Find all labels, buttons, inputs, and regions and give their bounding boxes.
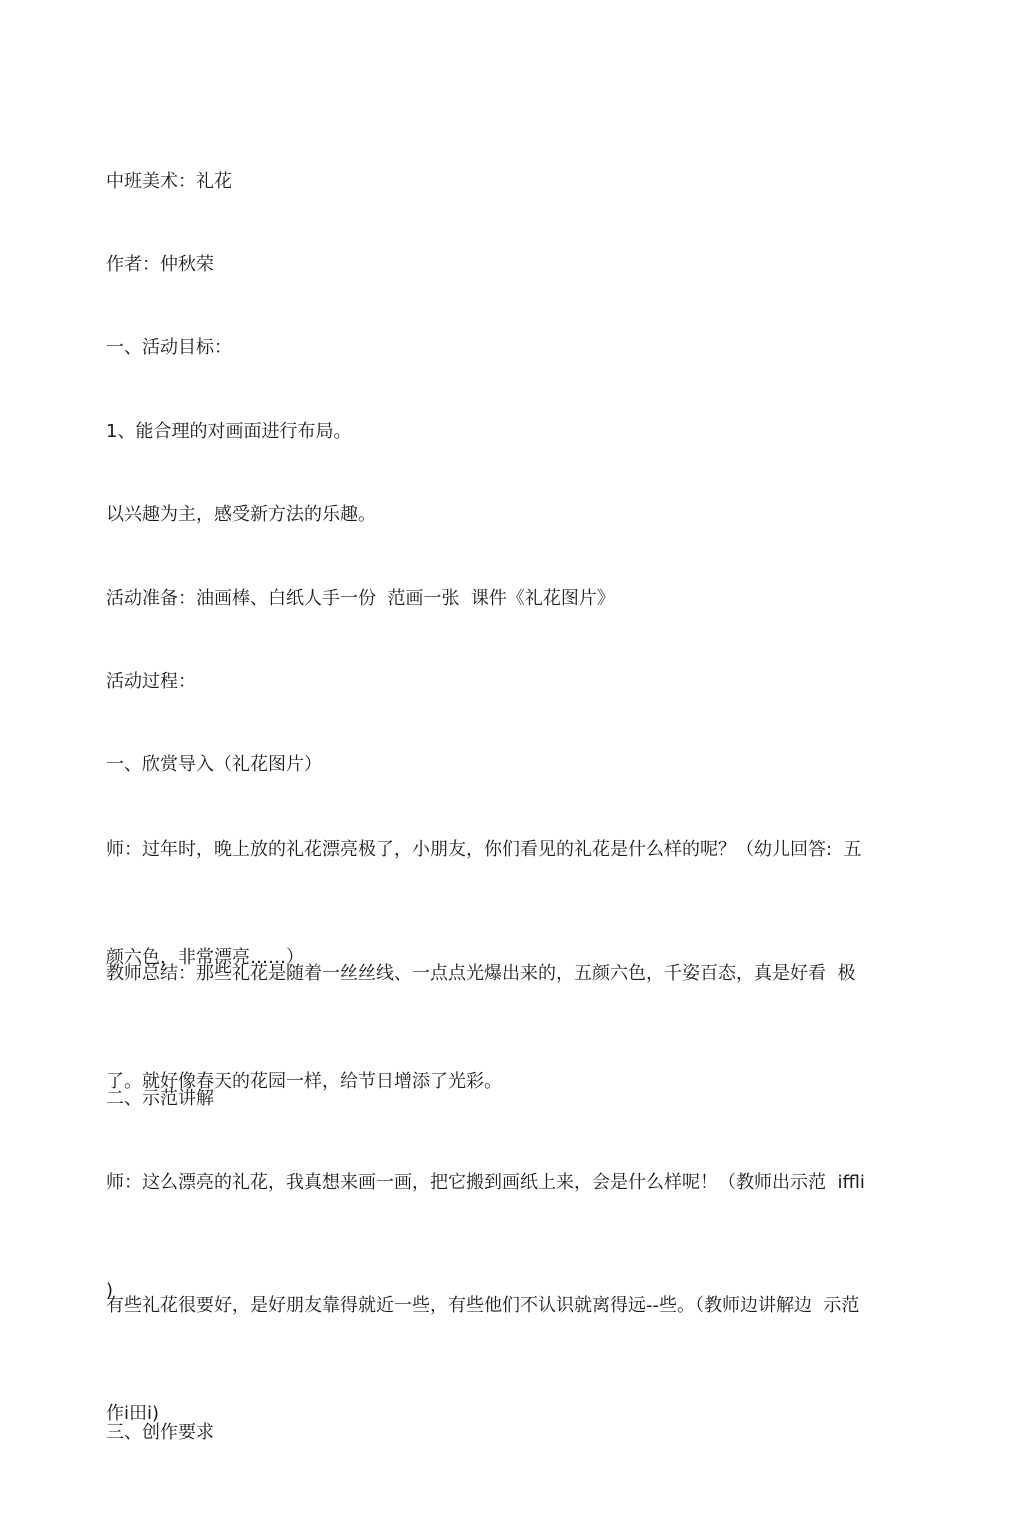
preparation-line: 活动准备：油画棒、白纸人手一份 范画一张 课件《礼花图片》	[106, 588, 615, 609]
goal-item-2-line: 以兴趣为主，感受新方法的乐趣。	[106, 504, 376, 525]
section-heading-process-line: 活动过程：	[106, 671, 196, 692]
explanation-line-1: 有些礼花很要好，是好朋友靠得就近一些，有些他们不认识就离得远--些。（教师边讲解边 示范	[106, 1295, 860, 1316]
step-heading-2-line: 二、示范讲解	[106, 1088, 214, 1109]
explanation-line-2: 作i田i)	[106, 1403, 160, 1424]
teacher-demo-line-2: )	[106, 1280, 114, 1301]
teacher-summary-line-2: 了。就好像春天的花园一样，给节日增添了光彩。	[106, 1071, 502, 1092]
goal-item-1-line: 1、能合理的对画面进行布局。	[106, 421, 352, 442]
teacher-question-line-1: 师：过年时，晚上放的礼花漂亮极了，小朋友，你们看见的礼花是什么样的呢？（幼儿回答: 五	[106, 839, 862, 860]
teacher-demo-line-1: 师：这么漂亮的礼花，我真想来画一画，把它搬到画纸上来，会是什么样呢！（教师出示范 iffli	[106, 1172, 865, 1193]
step-heading-3-line: 三、创作要求	[106, 1422, 214, 1443]
doc-author-line: 作者：仲秋荣	[106, 254, 214, 275]
teacher-summary-line-1: 教师总结：那些礼花是随着一丝丝线、一点点光爆出来的，五颜六色，千姿百态，真是好看 极	[106, 963, 856, 984]
step-heading-1-line: 一、欣赏导入（礼花图片）	[106, 754, 322, 775]
doc-title-line: 中班美术：礼花	[106, 171, 232, 192]
teacher-question-line-2: 颜六色，非常漂亮……）	[106, 947, 304, 968]
section-heading-goals-line: 一、活动目标：	[106, 337, 232, 358]
step-heading-3	[106, 1343, 918, 1523]
